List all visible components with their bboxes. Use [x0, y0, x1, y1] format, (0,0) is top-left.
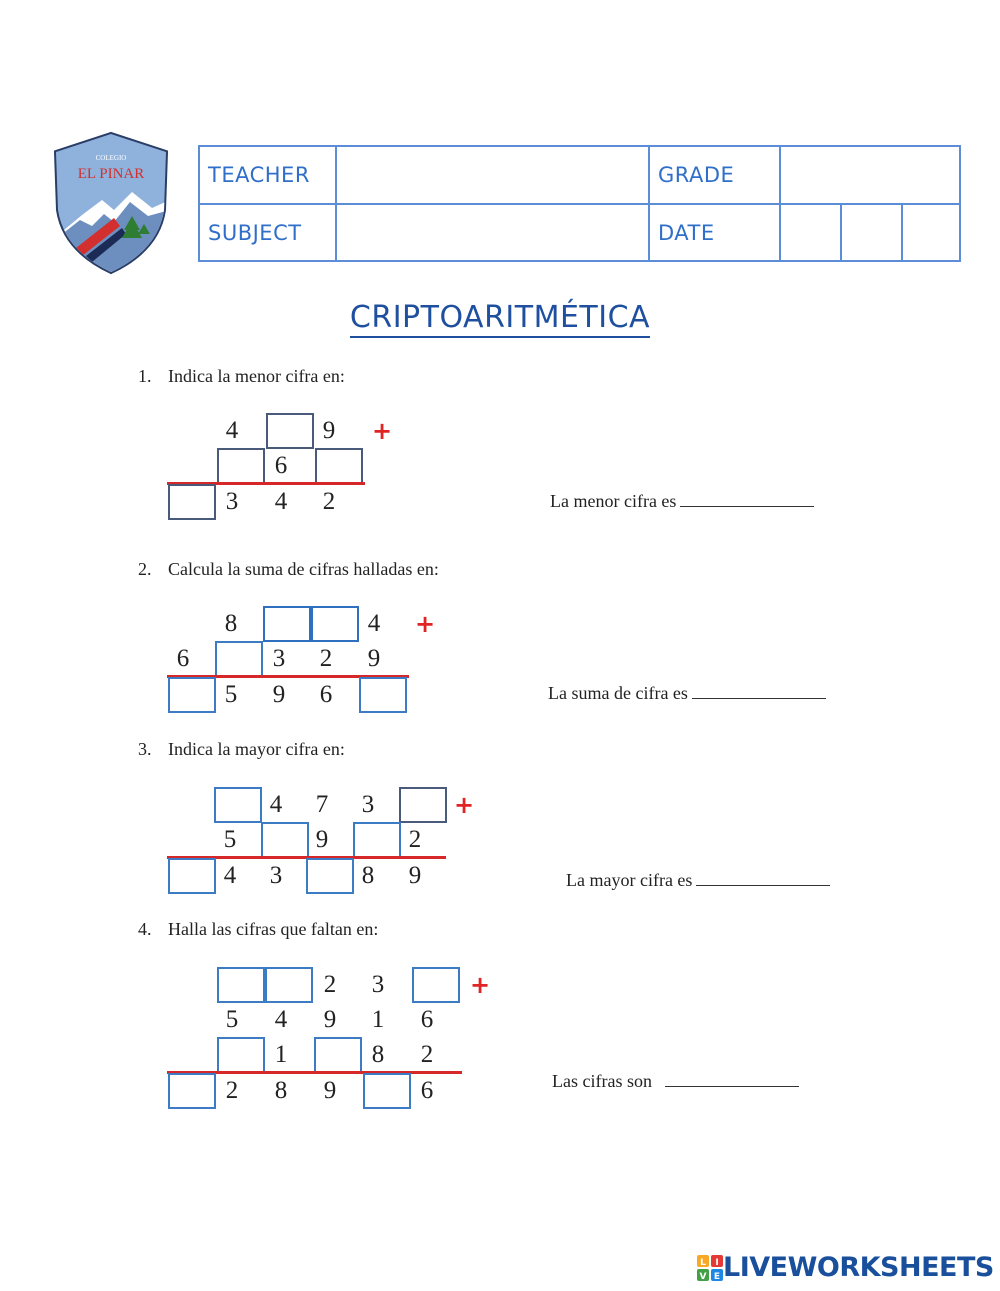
liveworksheets-badge-icon [697, 1255, 723, 1281]
page-title: CRIPTOARITMÉTICA [0, 300, 1000, 335]
badge-letter: I [715, 1257, 719, 1268]
exercise-3-prompt: 3. Indica la mayor cifra en: [138, 739, 345, 759]
grade-field[interactable] [781, 147, 959, 205]
puzzle-digit: 9 [367, 645, 381, 672]
badge-letter: E [713, 1271, 721, 1281]
grade-label: GRADE [650, 147, 781, 205]
subject-field[interactable] [337, 205, 650, 260]
puzzle-digit: 6 [176, 645, 190, 672]
puzzle-digit: 6 [274, 452, 288, 479]
puzzle-digit: 3 [361, 791, 375, 818]
plus-sign: + [415, 610, 436, 638]
puzzle-digit: 6 [319, 681, 333, 708]
answer-box[interactable] [217, 967, 265, 1003]
puzzle-digit: 2 [322, 488, 336, 515]
badge-letter: L [700, 1257, 706, 1268]
exercise-4-prompt: 4. Halla las cifras que faltan en: [138, 919, 379, 939]
puzzle-digit: 6 [420, 1006, 434, 1033]
answer-line-1[interactable]: La menor cifra es [550, 491, 814, 512]
exercise-1-prompt: 1. Indica la menor cifra en: [138, 366, 345, 386]
puzzle-digit: 1 [371, 1006, 385, 1033]
date-label: DATE [650, 205, 781, 260]
puzzle-digit: 8 [274, 1077, 288, 1104]
date-month-field[interactable] [842, 205, 903, 260]
liveworksheets-logo[interactable] [697, 1252, 994, 1283]
puzzle-digit: 4 [225, 417, 239, 444]
puzzle-digit: 5 [224, 681, 238, 708]
puzzle-digit: 4 [367, 610, 381, 637]
logo-name: EL PINAR [77, 166, 145, 182]
puzzle-digit: 3 [371, 971, 385, 998]
puzzle-digit: 3 [225, 488, 239, 515]
puzzle-digit: 8 [361, 862, 375, 889]
puzzle-digit: 9 [322, 417, 336, 444]
puzzle-digit: 4 [274, 488, 288, 515]
puzzle-digit: 5 [223, 826, 237, 853]
badge-letter: V [699, 1271, 707, 1281]
plus-sign: + [454, 791, 475, 819]
puzzle-digit: 9 [272, 681, 286, 708]
exercise-2-prompt: 2. Calcula la suma de cifras halladas en: [138, 559, 439, 579]
puzzle-digit: 6 [420, 1077, 434, 1104]
puzzle-digit: 4 [269, 791, 283, 818]
puzzle-digit: 7 [315, 791, 329, 818]
logo-top-text: COLEGIO [95, 154, 127, 162]
puzzle-digit: 8 [371, 1041, 385, 1068]
answer-box[interactable] [412, 967, 460, 1003]
teacher-field[interactable] [337, 147, 650, 205]
puzzle-digit: 2 [408, 826, 422, 853]
puzzle-digit: 3 [272, 645, 286, 672]
puzzle-digit: 2 [225, 1077, 239, 1104]
puzzle-digit: 9 [315, 826, 329, 853]
school-logo [52, 130, 170, 275]
puzzle-digit: 3 [269, 862, 283, 889]
puzzle-digit: 2 [323, 971, 337, 998]
answer-box[interactable] [263, 606, 311, 642]
date-year-field[interactable] [903, 205, 959, 260]
puzzle-digit: 9 [323, 1006, 337, 1033]
puzzle-digit: 2 [319, 645, 333, 672]
puzzle-digit: 1 [274, 1041, 288, 1068]
answer-line-4[interactable]: Las cifras son [552, 1071, 799, 1092]
date-day-field[interactable] [781, 205, 842, 260]
answer-box[interactable] [399, 787, 447, 823]
subject-label: SUBJECT [200, 205, 337, 260]
puzzle-digit: 4 [223, 862, 237, 889]
teacher-label: TEACHER [200, 147, 337, 205]
header-table [198, 145, 961, 262]
answer-box[interactable] [315, 448, 363, 484]
answer-box[interactable] [359, 677, 407, 713]
answer-line-3[interactable]: La mayor cifra es [566, 870, 830, 891]
puzzle-digit: 2 [420, 1041, 434, 1068]
puzzle-digit: 9 [323, 1077, 337, 1104]
answer-line-2[interactable]: La suma de cifra es [548, 683, 826, 704]
plus-sign: + [372, 417, 393, 445]
puzzle-digit: 4 [274, 1006, 288, 1033]
puzzle-digit: 9 [408, 862, 422, 889]
puzzle-digit: 5 [225, 1006, 239, 1033]
puzzle-digit: 8 [224, 610, 238, 637]
plus-sign: + [470, 971, 491, 999]
liveworksheets-brand: LIVEWORKSHEETS [723, 1252, 994, 1283]
